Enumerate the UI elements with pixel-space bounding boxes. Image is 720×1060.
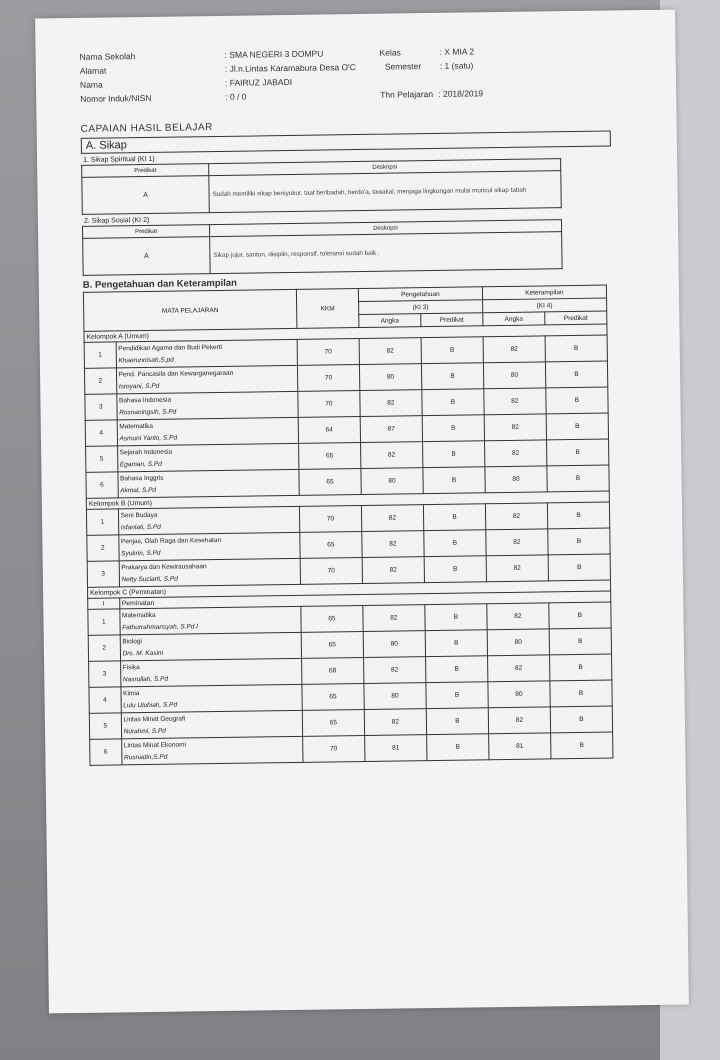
keterampilan-angka-cell: 82 bbox=[488, 707, 550, 734]
deskripsi-cell: Sikap jujur, santun, disiplin, responsif, toleransi sudah baik . bbox=[210, 232, 562, 274]
header-row bbox=[80, 88, 484, 104]
pengetahuan-predikat-cell: B bbox=[424, 556, 486, 583]
header-row bbox=[79, 60, 474, 76]
column-header-predikat: Predikat bbox=[421, 313, 483, 327]
pengetahuan-predikat-cell: B bbox=[422, 389, 484, 416]
predikat-cell: A bbox=[83, 237, 211, 276]
subject-cell bbox=[119, 606, 301, 635]
pengetahuan-predikat-cell: B bbox=[421, 337, 483, 364]
teacher-name: Netty Suciarti, S.Pd bbox=[121, 575, 178, 583]
keterampilan-predikat-cell: B bbox=[550, 680, 612, 707]
subject-cell bbox=[120, 632, 302, 661]
teacher-name: Isroyani, S.Pd bbox=[118, 382, 160, 390]
pengetahuan-angka-cell: 81 bbox=[365, 735, 427, 762]
pengetahuan-predikat-cell: B bbox=[422, 415, 484, 442]
keterampilan-angka-cell: 82 bbox=[486, 555, 548, 582]
keterampilan-predikat-cell: B bbox=[546, 413, 608, 440]
teacher-name: Drs. M. Kasim bbox=[122, 649, 164, 657]
row-number: 2 bbox=[84, 368, 116, 394]
kkm-cell: 64 bbox=[298, 417, 360, 444]
column-header: Deskripsi bbox=[209, 220, 561, 237]
keterampilan-predikat-cell: B bbox=[548, 554, 610, 581]
pengetahuan-predikat-cell: B bbox=[421, 363, 483, 390]
header-label: Nomor Induk/NISN bbox=[80, 92, 152, 104]
keterampilan-angka-cell: 81 bbox=[489, 733, 551, 760]
keterampilan-predikat-cell: B bbox=[545, 361, 607, 388]
subject-name: Fisika bbox=[122, 663, 140, 671]
kkm-cell: 68 bbox=[301, 657, 363, 684]
header-label: Alamat bbox=[79, 65, 107, 76]
subject-cell bbox=[116, 365, 298, 394]
header-right-label: Semester bbox=[384, 61, 422, 72]
deskripsi-cell: Sudah memiliki sikap bersyukur, taat beribadah, berdo'a, tawakal, menjaga lingkungan mulai muncul sikap tabah bbox=[209, 171, 561, 213]
pengetahuan-angka-cell: 82 bbox=[362, 557, 424, 584]
keterampilan-predikat-cell: B bbox=[549, 628, 611, 655]
row-number: 6 bbox=[86, 472, 118, 498]
kkm-cell: 65 bbox=[302, 709, 364, 736]
subject-cell bbox=[118, 506, 300, 535]
keterampilan-angka-cell: 82 bbox=[486, 529, 548, 556]
row-number: 6 bbox=[90, 739, 122, 765]
teacher-name: Asmuni Yanto, S.Pd bbox=[119, 434, 178, 442]
student-header bbox=[80, 44, 611, 113]
keterampilan-angka-cell: 80 bbox=[483, 362, 545, 389]
teacher-name: Nurahmi, S.Pd bbox=[123, 727, 166, 735]
keterampilan-predikat-cell: B bbox=[551, 732, 613, 759]
keterampilan-angka-cell: 82 bbox=[484, 440, 546, 467]
group-header: Kelompok C (Peminatan) bbox=[88, 580, 611, 598]
keterampilan-angka-cell: 82 bbox=[484, 388, 546, 415]
kkm-cell: 65 bbox=[301, 631, 363, 658]
row-number: 3 bbox=[87, 561, 119, 587]
keterampilan-angka-cell: 82 bbox=[487, 655, 549, 682]
pengetahuan-predikat-cell: B bbox=[427, 734, 489, 761]
header-right-label: Kelas bbox=[379, 47, 401, 58]
pengetahuan-predikat-cell: B bbox=[423, 504, 485, 531]
keterampilan-angka-cell: 80 bbox=[485, 466, 547, 493]
subject-cell bbox=[117, 443, 299, 472]
keterampilan-angka-cell: 80 bbox=[488, 681, 550, 708]
keterampilan-predikat-cell: B bbox=[546, 439, 608, 466]
header-right-value: : 2018/2019 bbox=[438, 88, 484, 99]
pengetahuan-predikat-cell: B bbox=[425, 630, 487, 657]
group-header: Kelompok A (Umum) bbox=[84, 324, 607, 342]
pengetahuan-angka-cell: 82 bbox=[363, 657, 425, 684]
kkm-cell: 70 bbox=[297, 339, 359, 366]
subject-cell bbox=[116, 339, 298, 368]
keterampilan-predikat-cell: B bbox=[550, 706, 612, 733]
header-right-value: : 1 (satu) bbox=[439, 60, 474, 71]
header-right-label: Thn Pelajaran bbox=[380, 88, 434, 100]
column-header-angka: Angka bbox=[483, 312, 545, 326]
kkm-cell: 65 bbox=[298, 443, 360, 470]
spiritual-table bbox=[81, 158, 562, 215]
column-header: Deskripsi bbox=[209, 159, 561, 176]
keterampilan-predikat-cell: B bbox=[549, 602, 611, 629]
pengetahuan-angka-cell: 82 bbox=[359, 338, 421, 365]
header-label: Nama Sekolah bbox=[79, 51, 136, 62]
keterampilan-predikat-cell: B bbox=[548, 528, 610, 555]
header-value: : Jl.n.Lintas Karamabura Desa O'C bbox=[224, 62, 356, 74]
teacher-name: Khaerunnisah,S.pd bbox=[118, 356, 174, 364]
pengetahuan-predikat-cell: B bbox=[423, 467, 485, 494]
grades-table bbox=[83, 285, 614, 766]
row-number: 1 bbox=[88, 609, 120, 635]
teacher-name: Egaman, S.Pd bbox=[119, 460, 162, 468]
subject-name: Lintas Minat Ekonomi bbox=[123, 740, 187, 749]
subject-name: Penjas, Olah Raga dan Kesehatan bbox=[120, 536, 222, 545]
teacher-name: Syukrin, S.Pd bbox=[121, 549, 161, 557]
subject-name: Matematika bbox=[121, 611, 156, 619]
pengetahuan-predikat-cell: B bbox=[426, 682, 488, 709]
row-number: 4 bbox=[85, 420, 117, 446]
row-number: 4 bbox=[89, 687, 121, 713]
pengetahuan-predikat-cell: B bbox=[425, 656, 487, 683]
kkm-cell: 70 bbox=[303, 735, 365, 762]
report-content bbox=[80, 44, 620, 765]
header-value: : SMA NEGERI 3 DOMPU bbox=[224, 48, 324, 60]
kkm-cell: 70 bbox=[300, 558, 362, 585]
pengetahuan-angka-cell: 87 bbox=[360, 416, 422, 443]
subject-cell bbox=[121, 710, 303, 739]
teacher-name: Isfanlati, S.Pd bbox=[120, 523, 161, 531]
pengetahuan-angka-cell: 80 bbox=[364, 683, 426, 710]
pengetahuan-angka-cell: 82 bbox=[360, 442, 422, 469]
subject-name: Sejarah Indonesia bbox=[119, 448, 173, 456]
subject-cell bbox=[121, 736, 303, 765]
kkm-cell: 70 bbox=[298, 391, 360, 418]
subject-cell bbox=[120, 658, 302, 687]
subject-cell bbox=[117, 417, 299, 446]
subject-name: Matematika bbox=[119, 422, 154, 430]
column-header-kkm: KKM bbox=[296, 289, 359, 329]
kkm-cell: 70 bbox=[297, 365, 359, 392]
sikap-title: A. Sikap bbox=[81, 130, 611, 153]
teacher-name: Nasrullah, S.Pd bbox=[122, 675, 169, 683]
header-row bbox=[79, 46, 475, 62]
row-number: 2 bbox=[87, 535, 119, 561]
column-header-angka: Angka bbox=[359, 314, 421, 328]
column-header-ki4: (KI 4) bbox=[482, 298, 606, 313]
pengetahuan-predikat-cell: B bbox=[422, 441, 484, 468]
header-row bbox=[79, 76, 293, 90]
keterampilan-predikat-cell: B bbox=[547, 502, 609, 529]
sosial-table bbox=[82, 219, 563, 276]
subject-cell bbox=[118, 532, 300, 561]
subject-cell bbox=[118, 469, 300, 498]
pengetahuan-angka-cell: 82 bbox=[361, 505, 423, 532]
column-header-pengetahuan: Pengetahuan bbox=[358, 287, 482, 302]
report-sheet bbox=[35, 10, 689, 1014]
subject-name: Seni Budaya bbox=[120, 511, 158, 519]
row-number: 2 bbox=[88, 635, 120, 661]
teacher-name: Rusnadin,S.Pd bbox=[123, 753, 168, 761]
pengetahuan-title: B. Pengetahuan dan Keterampilan bbox=[82, 277, 238, 291]
keterampilan-predikat-cell: B bbox=[545, 335, 607, 362]
keterampilan-predikat-cell: B bbox=[546, 387, 608, 414]
subject-name: Bahasa Inggris bbox=[120, 474, 164, 482]
kkm-cell: 70 bbox=[299, 506, 361, 533]
pengetahuan-predikat-cell: B bbox=[425, 604, 487, 631]
subject-cell bbox=[119, 558, 301, 587]
pengetahuan-angka-cell: 82 bbox=[362, 531, 424, 558]
subject-name: Prakarya dan Kewirausahaan bbox=[121, 562, 207, 571]
pengetahuan-angka-cell: 80 bbox=[359, 364, 421, 391]
pengetahuan-angka-cell: 80 bbox=[363, 631, 425, 658]
subgroup-number: I bbox=[88, 598, 120, 609]
column-header-predikat: Predikat bbox=[545, 311, 607, 325]
header-value: : 0 / 0 bbox=[225, 91, 247, 102]
subject-name: Bahasa Indonesia bbox=[118, 396, 172, 404]
keterampilan-predikat-cell: B bbox=[547, 465, 609, 492]
teacher-name: Rosnaningsih, S.Pd bbox=[119, 408, 177, 416]
keterampilan-angka-cell: 82 bbox=[485, 503, 547, 530]
subject-name: Lintas Minat Geografi bbox=[123, 714, 186, 723]
kkm-cell: 65 bbox=[300, 532, 362, 559]
group-header: Kelompok B (Umum) bbox=[86, 491, 609, 509]
pengetahuan-angka-cell: 82 bbox=[360, 390, 422, 417]
row-number: 1 bbox=[86, 509, 118, 535]
teacher-name: Fathurrahmansyah, S.Pd.I bbox=[122, 622, 199, 631]
grades-body bbox=[84, 324, 613, 765]
subject-name: Biologi bbox=[122, 637, 142, 645]
keterampilan-angka-cell: 82 bbox=[483, 336, 545, 363]
column-header-ki3: (KI 3) bbox=[358, 300, 482, 315]
kkm-cell: 65 bbox=[299, 469, 361, 496]
kkm-cell: 65 bbox=[302, 683, 364, 710]
pengetahuan-predikat-cell: B bbox=[426, 708, 488, 735]
keterampilan-angka-cell: 82 bbox=[484, 414, 546, 441]
pengetahuan-angka-cell: 82 bbox=[363, 605, 425, 632]
teacher-name: Lulu Uluhiah, S.Pd bbox=[123, 701, 178, 709]
pengetahuan-angka-cell: 80 bbox=[361, 468, 423, 495]
column-header-keterampilan: Keterampilan bbox=[482, 285, 606, 300]
header-label: Nama bbox=[79, 79, 103, 90]
header-value: : FAIRUZ JABADI bbox=[224, 76, 293, 88]
subject-name: Kimia bbox=[123, 689, 140, 697]
teacher-name: Akmal, S.Pd bbox=[120, 486, 157, 494]
column-header-mapel: MATA PELAJARAN bbox=[83, 289, 296, 331]
keterampilan-angka-cell: 80 bbox=[487, 629, 549, 656]
predikat-cell: A bbox=[82, 176, 210, 215]
row-number: 5 bbox=[86, 446, 118, 472]
keterampilan-angka-cell: 82 bbox=[487, 603, 549, 630]
subgroup-header: Peminatan bbox=[119, 591, 611, 609]
row-number: 5 bbox=[89, 713, 121, 739]
section-title: CAPAIAN HASIL BELAJAR bbox=[80, 122, 213, 135]
row-number: 3 bbox=[85, 394, 117, 420]
kkm-cell: 65 bbox=[301, 605, 363, 632]
subject-name: Pend. Pancasila dan Kewarganegaraan bbox=[118, 369, 234, 378]
row-number: 1 bbox=[84, 342, 116, 368]
header-right-value: : X MIA 2 bbox=[439, 46, 475, 57]
column-header: Predikat bbox=[82, 164, 209, 178]
row-number: 3 bbox=[89, 661, 121, 687]
column-header: Predikat bbox=[82, 225, 209, 239]
pengetahuan-angka-cell: 82 bbox=[364, 709, 426, 736]
subject-name: Pendidikan Agama dan Budi Pekerti bbox=[118, 343, 223, 352]
subject-cell bbox=[116, 391, 298, 420]
pengetahuan-predikat-cell: B bbox=[424, 530, 486, 557]
sosial-label: 2. Sikap Sosial (KI 2) bbox=[83, 216, 150, 225]
spiritual-label: 1. Sikap Spiritual (KI 1) bbox=[83, 155, 155, 164]
keterampilan-predikat-cell: B bbox=[549, 654, 611, 681]
subject-cell bbox=[121, 684, 303, 713]
